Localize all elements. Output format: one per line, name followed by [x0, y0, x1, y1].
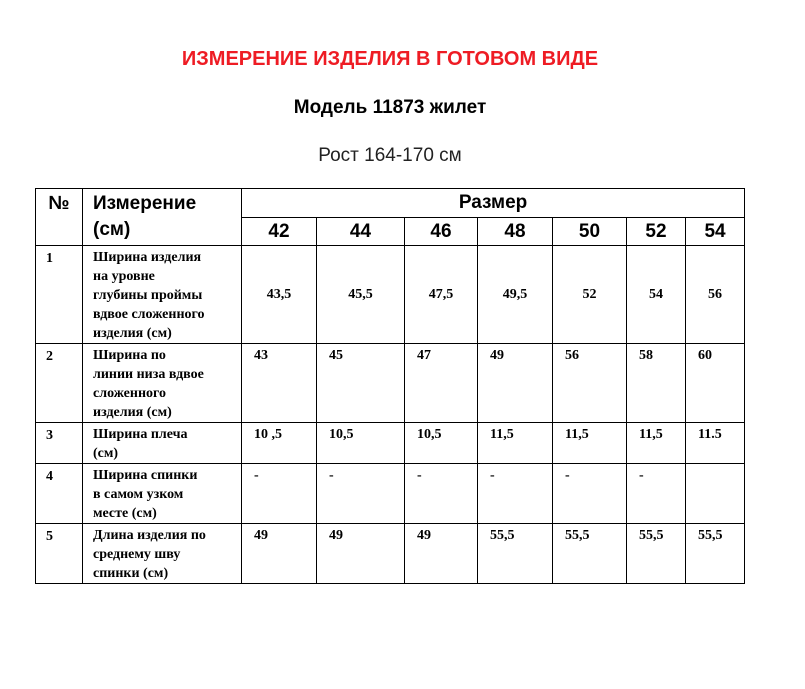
table-row [36, 524, 745, 584]
row-value: 54 [627, 246, 686, 344]
height-range: Рост 164-170 см [318, 145, 462, 166]
row-value: 52 [553, 246, 627, 344]
row-name-line: вдвое сложенного [93, 307, 205, 322]
row-value: - [627, 464, 686, 524]
row-value: 43,5 [242, 246, 317, 344]
table-row [36, 464, 745, 524]
row-name-line: изделия (см) [93, 326, 172, 341]
row-measurement-name [83, 524, 242, 584]
header-size: 52 [627, 218, 686, 246]
row-value: 11,5 [553, 423, 627, 464]
row-value: 10 ,5 [242, 423, 317, 464]
header-row-1 [36, 189, 745, 218]
table-row [36, 344, 745, 423]
row-name-line: Ширина спинки [93, 468, 198, 483]
row-value: 56 [686, 246, 745, 344]
size-table [35, 188, 745, 584]
row-value: 49 [405, 524, 478, 584]
header-size: 46 [405, 218, 478, 246]
row-value: - [553, 464, 627, 524]
row-name-line: линии низа вдвое [93, 367, 204, 382]
row-value: 55,5 [627, 524, 686, 584]
row-name-line: среднему шву [93, 547, 181, 562]
header-size: 48 [478, 218, 553, 246]
header-measurement [83, 189, 242, 246]
row-value: 45,5 [317, 246, 405, 344]
row-value: - [405, 464, 478, 524]
header-measurement-line1: Измерение [93, 193, 197, 214]
row-name-line: Ширина плеча [93, 427, 188, 442]
model-name: Модель 11873 жилет [293, 97, 487, 118]
row-value: 11,5 [627, 423, 686, 464]
row-measurement-name [83, 246, 242, 344]
row-value: 11,5 [478, 423, 553, 464]
row-number: 4 [36, 464, 83, 524]
row-number: 2 [36, 344, 83, 423]
header-measurement-line2: (см) [93, 219, 131, 240]
row-value: 55,5 [478, 524, 553, 584]
row-number: 3 [36, 423, 83, 464]
header-number: № [36, 189, 83, 246]
row-value: - [317, 464, 405, 524]
row-measurement-name [83, 423, 242, 464]
row-measurement-name [83, 344, 242, 423]
row-value: 49 [317, 524, 405, 584]
row-name-line: на уровне [93, 269, 155, 284]
row-value: - [242, 464, 317, 524]
row-value: 56 [553, 344, 627, 423]
header-size-group: Размер [242, 189, 745, 218]
row-name-line: (см) [93, 446, 119, 461]
row-measurement-name [83, 464, 242, 524]
row-name-line: глубины проймы [93, 288, 203, 303]
row-value: 43 [242, 344, 317, 423]
row-name-line: месте (см) [93, 506, 157, 521]
table-row [36, 246, 745, 344]
header-size: 44 [317, 218, 405, 246]
row-number: 5 [36, 524, 83, 584]
row-value: 47 [405, 344, 478, 423]
row-value: 49 [242, 524, 317, 584]
row-name-line: в самом узком [93, 487, 184, 502]
row-value: - [478, 464, 553, 524]
document-title: ИЗМЕРЕНИЕ ИЗДЕЛИЯ В ГОТОВОМ ВИДЕ [181, 48, 599, 70]
row-value [686, 464, 745, 524]
header-size: 50 [553, 218, 627, 246]
table-row [36, 423, 745, 464]
row-number: 1 [36, 246, 83, 344]
row-value: 58 [627, 344, 686, 423]
row-value: 60 [686, 344, 745, 423]
header-size: 54 [686, 218, 745, 246]
row-name-line: Длина изделия по [93, 528, 206, 543]
row-value: 49,5 [478, 246, 553, 344]
row-value: 49 [478, 344, 553, 423]
row-value: 10,5 [405, 423, 478, 464]
row-name-line: спинки (см) [93, 566, 169, 581]
row-name-line: сложенного [93, 386, 167, 401]
row-name-line: Ширина по [93, 348, 166, 363]
row-value: 10,5 [317, 423, 405, 464]
row-value: 55,5 [686, 524, 745, 584]
row-name-line: изделия (см) [93, 405, 172, 420]
row-name-line: Ширина изделия [93, 250, 202, 265]
row-value: 55,5 [553, 524, 627, 584]
row-value: 11.5 [686, 423, 745, 464]
row-value: 45 [317, 344, 405, 423]
header-size: 42 [242, 218, 317, 246]
row-value: 47,5 [405, 246, 478, 344]
